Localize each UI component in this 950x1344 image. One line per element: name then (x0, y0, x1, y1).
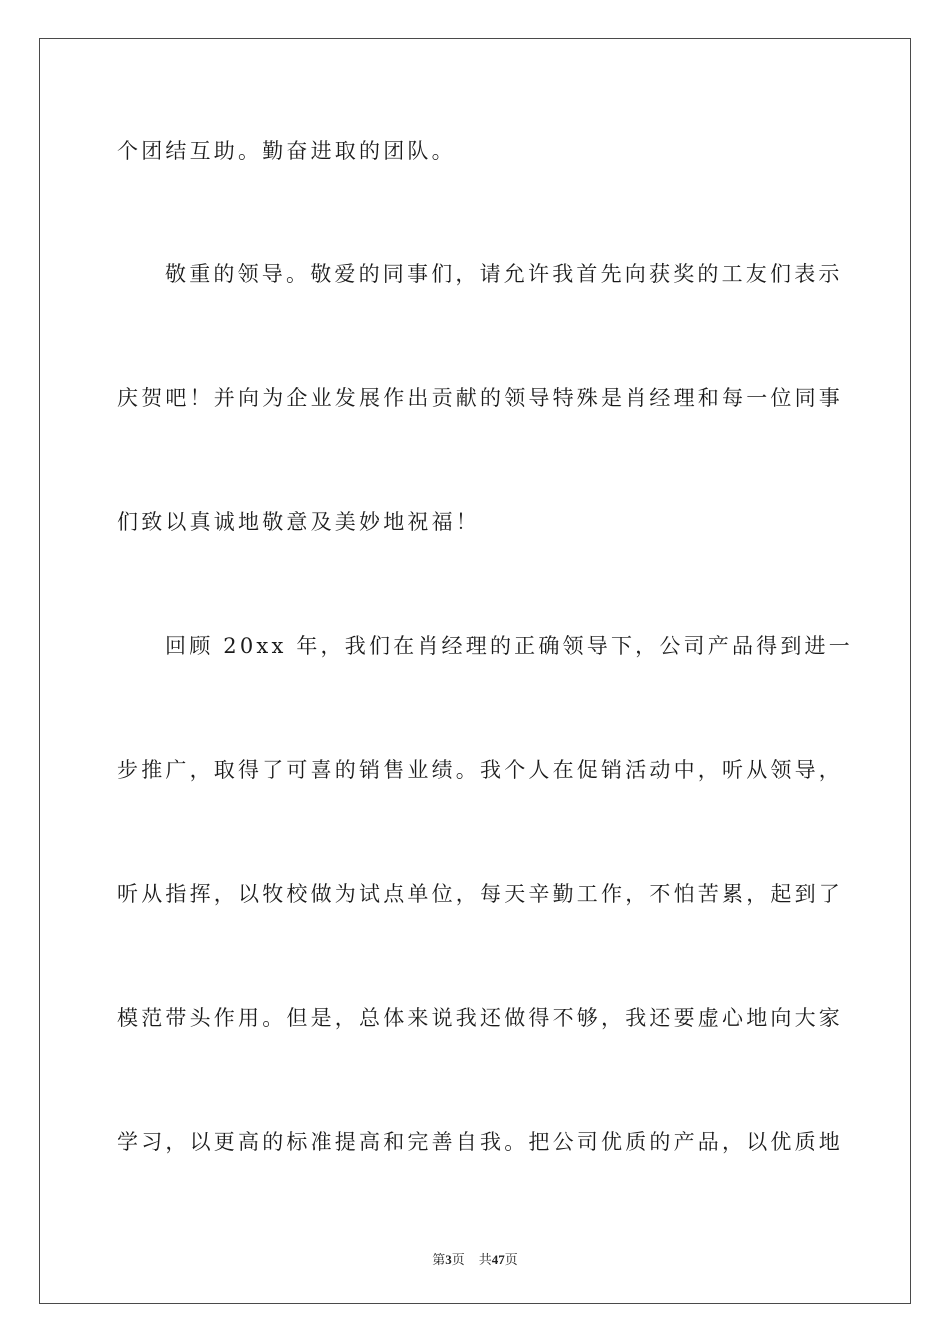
body-line-8: 模范带头作用。但是，总体来说我还做得不够，我还要虚心地向大家 (117, 1006, 843, 1030)
page-border (39, 38, 911, 1304)
body-line-5: 回顾 20xx 年，我们在肖经理的正确领导下，公司产品得到进一 (165, 634, 853, 658)
total-pages: 47 (491, 1252, 505, 1267)
body-line-7: 听从指挥，以牧校做为试点单位，每天辛勤工作，不怕苦累，起到了 (117, 882, 843, 906)
total-suffix: 页 (504, 1252, 518, 1267)
page-prefix: 第 (432, 1252, 446, 1267)
page-footer (0, 1249, 950, 1268)
page-number: 3 (445, 1252, 452, 1267)
body-line-3: 庆贺吧！并向为企业发展作出贡献的领导特殊是肖经理和每一位同事 (117, 386, 843, 410)
body-line-9: 学习，以更高的标准提高和完善自我。把公司优质的产品，以优质地 (117, 1130, 843, 1154)
page-suffix: 页 (451, 1252, 465, 1267)
total-prefix: 共 (478, 1252, 492, 1267)
body-line-6: 步推广，取得了可喜的销售业绩。我个人在促销活动中，听从领导， (117, 758, 843, 782)
body-line-2: 敬重的领导。敬爱的同事们，请允许我首先向获奖的工友们表示 (165, 262, 843, 286)
body-line-1: 个团结互助。勤奋进取的团队。 (117, 139, 456, 163)
body-line-4: 们致以真诚地敬意及美妙地祝福！ (117, 510, 480, 534)
